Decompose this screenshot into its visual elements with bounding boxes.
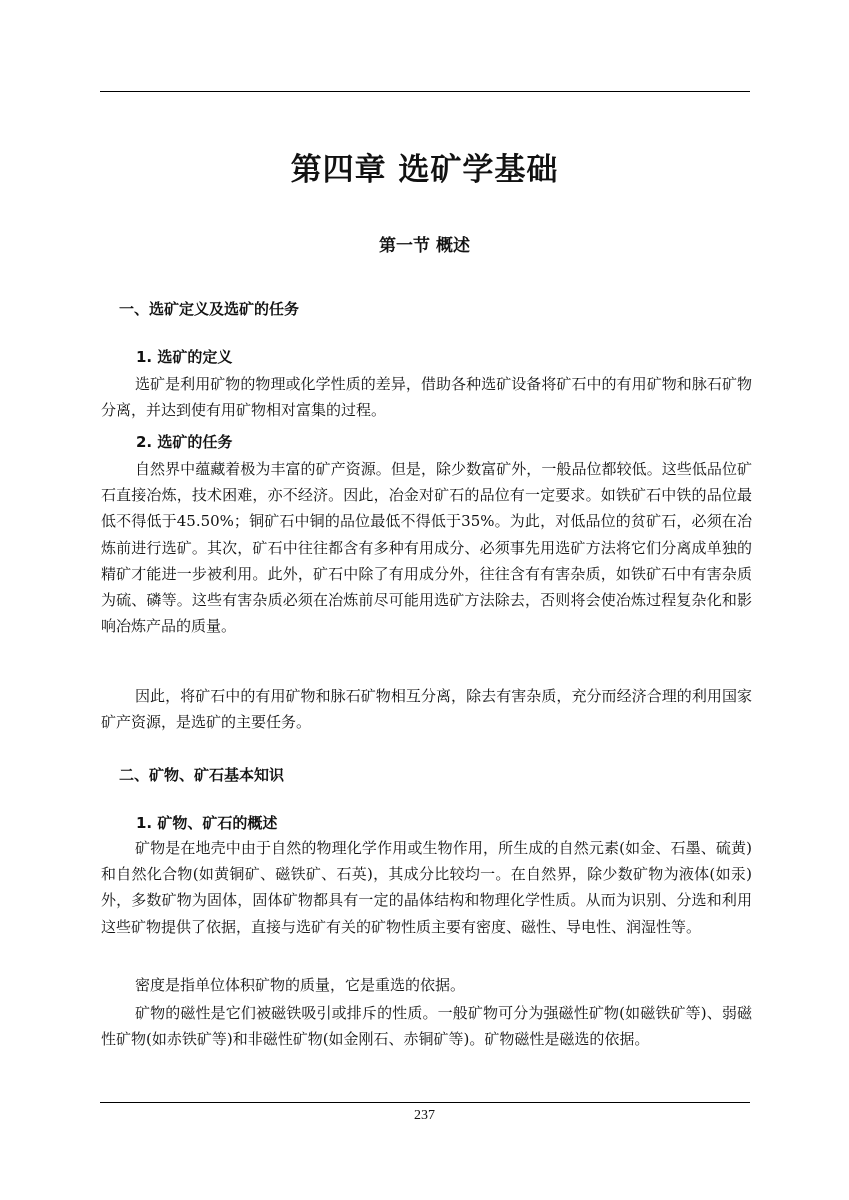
paragraph-minerals: 矿物是在地壳中由于自然的物理化学作用或生物作用，所生成的自然元素(如金、石墨、硫黄)和自然化合物(如黄铜矿、磁铁矿、石英)，其成分比较均一。在自然界，除少数矿物为液体(如汞)外，多数矿物为固体，固体矿物都具有一定的晶体结构和物理化学性质。从而为识别、分选和利用这些矿物提供了依据，直接与选矿有关的矿物性质主要有密度、磁性、导电性、润湿性等。 (101, 839, 752, 936)
heading-definition-and-tasks: 一、选矿定义及选矿的任务 (119, 300, 300, 318)
paragraph-tasks: 自然界中蕴藏着极为丰富的矿产资源。但是，除少数富矿外，一般品位都较低。这些低品位矿石直接冶炼，技术困难，亦不经济。因此，冶金对矿石的品位有一定要求。如铁矿石中铁的品位最低不得低于45.50%；铜矿石中铜的品位最低不得低于35%。为此，对低品位的贫矿石，必须在冶炼前进行选矿。其次，矿石中往往都含有多种有用成分、必须事先用选矿方法将它们分离成单独的精矿才能进一步被利用。此外，矿石中除了有用成分外，往往含有有害杂质，如铁矿石中有害杂质为硫、磷等。这些有害杂质必须在冶炼前尽可能用选矿方法除去，否则将会使冶炼过程复杂化和影响冶炼产品的质量。 (101, 460, 752, 636)
paragraph-density: 密度是指单位体积矿物的质量，它是重选的依据。 (135, 976, 466, 994)
subheading-definition: 1. 选矿的定义 (136, 348, 233, 366)
heading-minerals-ores: 二、矿物、矿石基本知识 (119, 766, 285, 784)
subheading-minerals-overview: 1. 矿物、矿石的概述 (136, 814, 278, 832)
header-rule (100, 91, 750, 92)
paragraph-tasks-summary: 因此，将矿石中的有用矿物和脉石矿物相互分离，除去有害杂质，充分而经济合理的利用国家矿产资源，是选矿的主要任务。 (101, 687, 752, 732)
footer-rule (100, 1102, 750, 1103)
subheading-tasks: 2. 选矿的任务 (136, 433, 233, 451)
paragraph-definition: 选矿是利用矿物的物理或化学性质的差异，借助各种选矿设备将矿石中的有用矿物和脉石矿物分离，并达到使有用矿物相对富集的过程。 (101, 375, 752, 420)
section-title: 第一节 概述 (379, 236, 470, 256)
page-number: 237 (414, 1108, 435, 1123)
chapter-title: 第四章 选矿学基础 (290, 152, 559, 188)
paragraph-magnetism: 矿物的磁性是它们被磁铁吸引或排斥的性质。一般矿物可分为强磁性矿物(如磁铁矿等)、弱磁性矿物(如赤铁矿等)和非磁性矿物(如金刚石、赤铜矿等)。矿物磁性是磁选的依据。 (101, 1004, 752, 1049)
